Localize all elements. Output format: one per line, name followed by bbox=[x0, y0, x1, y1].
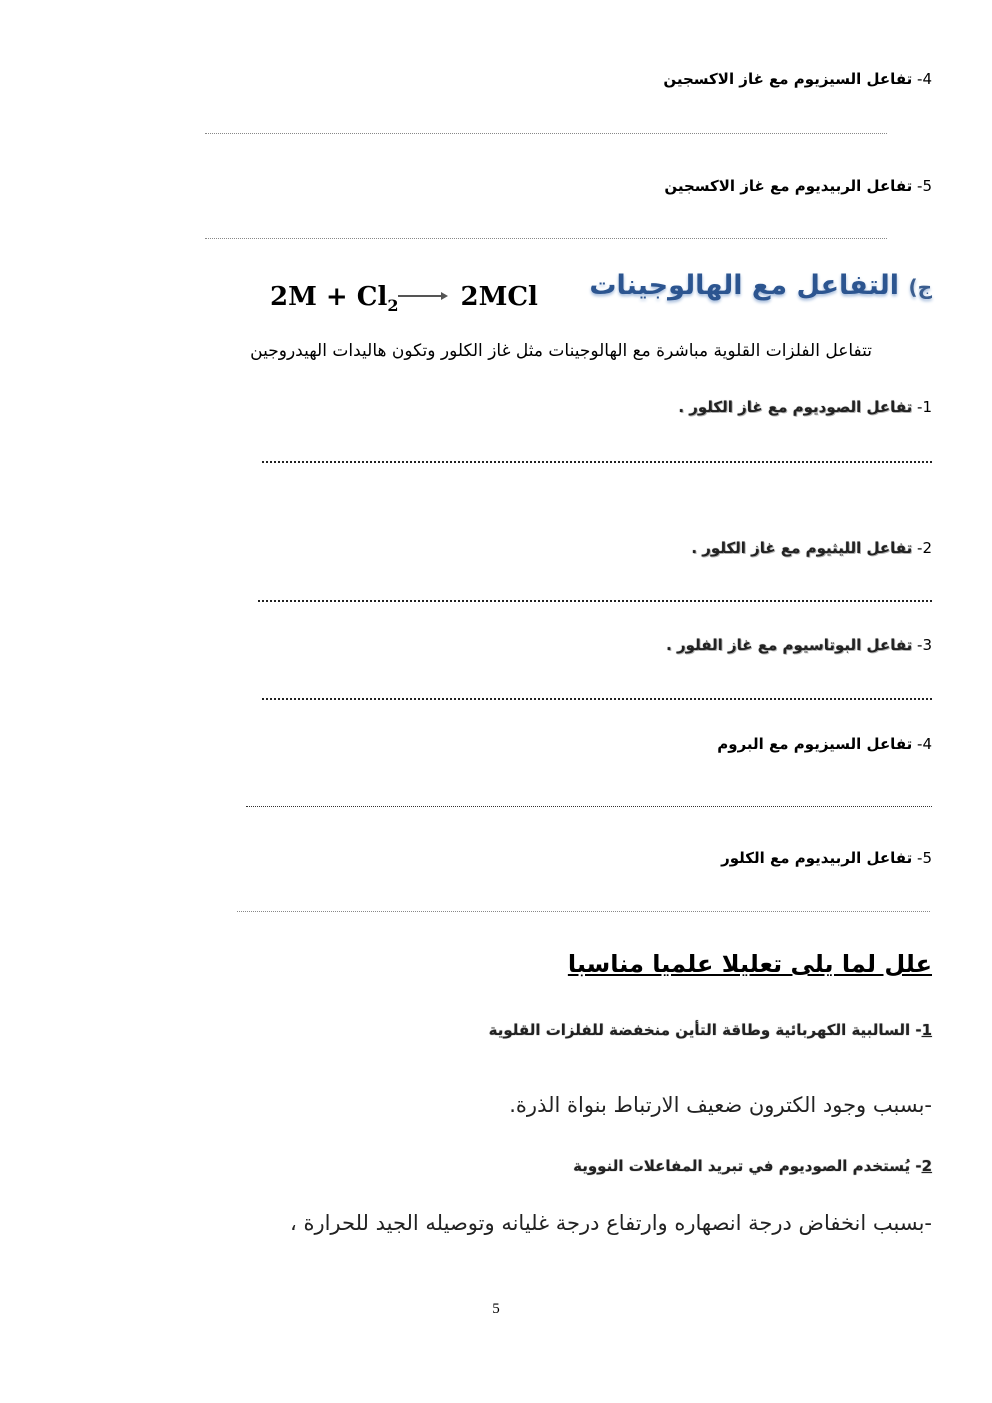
item-text: - يُستخدم الصوديوم في تبريد المفاعلات النووية bbox=[573, 1157, 922, 1175]
answer-dotted-line bbox=[262, 698, 932, 700]
section-title: التفاعل مع الهالوجينات bbox=[589, 270, 900, 301]
oxygen-reaction-5 bbox=[664, 177, 932, 195]
equation-products: 2MCl bbox=[460, 282, 538, 312]
item-text: تفاعل الصوديوم مع غاز الكلور . bbox=[678, 398, 913, 416]
oxygen-reaction-4 bbox=[663, 70, 932, 88]
answer-dotted-line bbox=[205, 133, 887, 134]
item-text: تفاعل البوتاسيوم مع غاز الفلور . bbox=[666, 636, 913, 654]
halogen-section-heading bbox=[589, 270, 932, 301]
item-text: تفاعل السيزيوم مع غاز الاكسجين bbox=[663, 70, 913, 88]
chemical-equation bbox=[270, 282, 538, 315]
item-number: 4- bbox=[917, 70, 932, 88]
reason-answer-1: -بسبب وجود الكترون ضعيف الارتباط بنواة الذرة. bbox=[509, 1093, 932, 1117]
item-number: 2- bbox=[917, 539, 932, 557]
page-number: 5 bbox=[492, 1301, 500, 1317]
item-number: 5- bbox=[917, 849, 932, 867]
answer-dotted-line bbox=[262, 461, 932, 463]
answer-dotted-line bbox=[205, 238, 887, 239]
reasons-section-title: علل لما يلى تعليلا علميا مناسبا bbox=[567, 950, 932, 978]
reason-answer-2: -بسبب انخفاض درجة انصهاره وارتفاع درجة غليانه وتوصيله الجيد للحرارة ، bbox=[290, 1211, 932, 1235]
item-number: 5- bbox=[917, 177, 932, 195]
halogen-reaction-4 bbox=[717, 735, 932, 753]
answer-dotted-line bbox=[237, 911, 930, 912]
item-number: 2 bbox=[921, 1157, 932, 1175]
halogen-reaction-1 bbox=[678, 398, 932, 416]
item-text: تفاعل الربيديوم مع الكلور bbox=[721, 849, 913, 867]
reason-question-1 bbox=[489, 1021, 932, 1039]
item-number: 4- bbox=[917, 735, 932, 753]
equation-subscript: 2 bbox=[387, 296, 399, 316]
item-number: 1- bbox=[917, 398, 932, 416]
equation-reactants: 2M + Cl bbox=[270, 282, 388, 312]
halogen-reaction-5 bbox=[721, 849, 932, 867]
item-text: تفاعل الليثيوم مع غاز الكلور . bbox=[691, 539, 913, 557]
halogen-reaction-3 bbox=[666, 636, 932, 654]
item-text: تفاعل الربيديوم مع غاز الاكسجين bbox=[664, 177, 913, 195]
item-number: 3- bbox=[917, 636, 932, 654]
reason-question-2 bbox=[573, 1157, 932, 1175]
item-number: 1 bbox=[921, 1021, 932, 1039]
halogen-reaction-2 bbox=[691, 539, 932, 557]
item-text: تفاعل السيزيوم مع البروم bbox=[717, 735, 913, 753]
answer-dotted-line bbox=[246, 806, 932, 807]
item-text: - السالبية الكهربائية وطاقة التأين منخفضة للفلزات القلوية bbox=[488, 1021, 922, 1039]
section-label: ج) bbox=[908, 275, 932, 299]
halogen-intro-paragraph: تتفاعل الفلزات القلوية مباشرة مع الهالوجينات مثل غاز الكلور وتكون هاليدات الهيدروجين bbox=[250, 341, 872, 361]
answer-dotted-line bbox=[258, 600, 932, 602]
reaction-arrow-icon bbox=[398, 295, 446, 297]
